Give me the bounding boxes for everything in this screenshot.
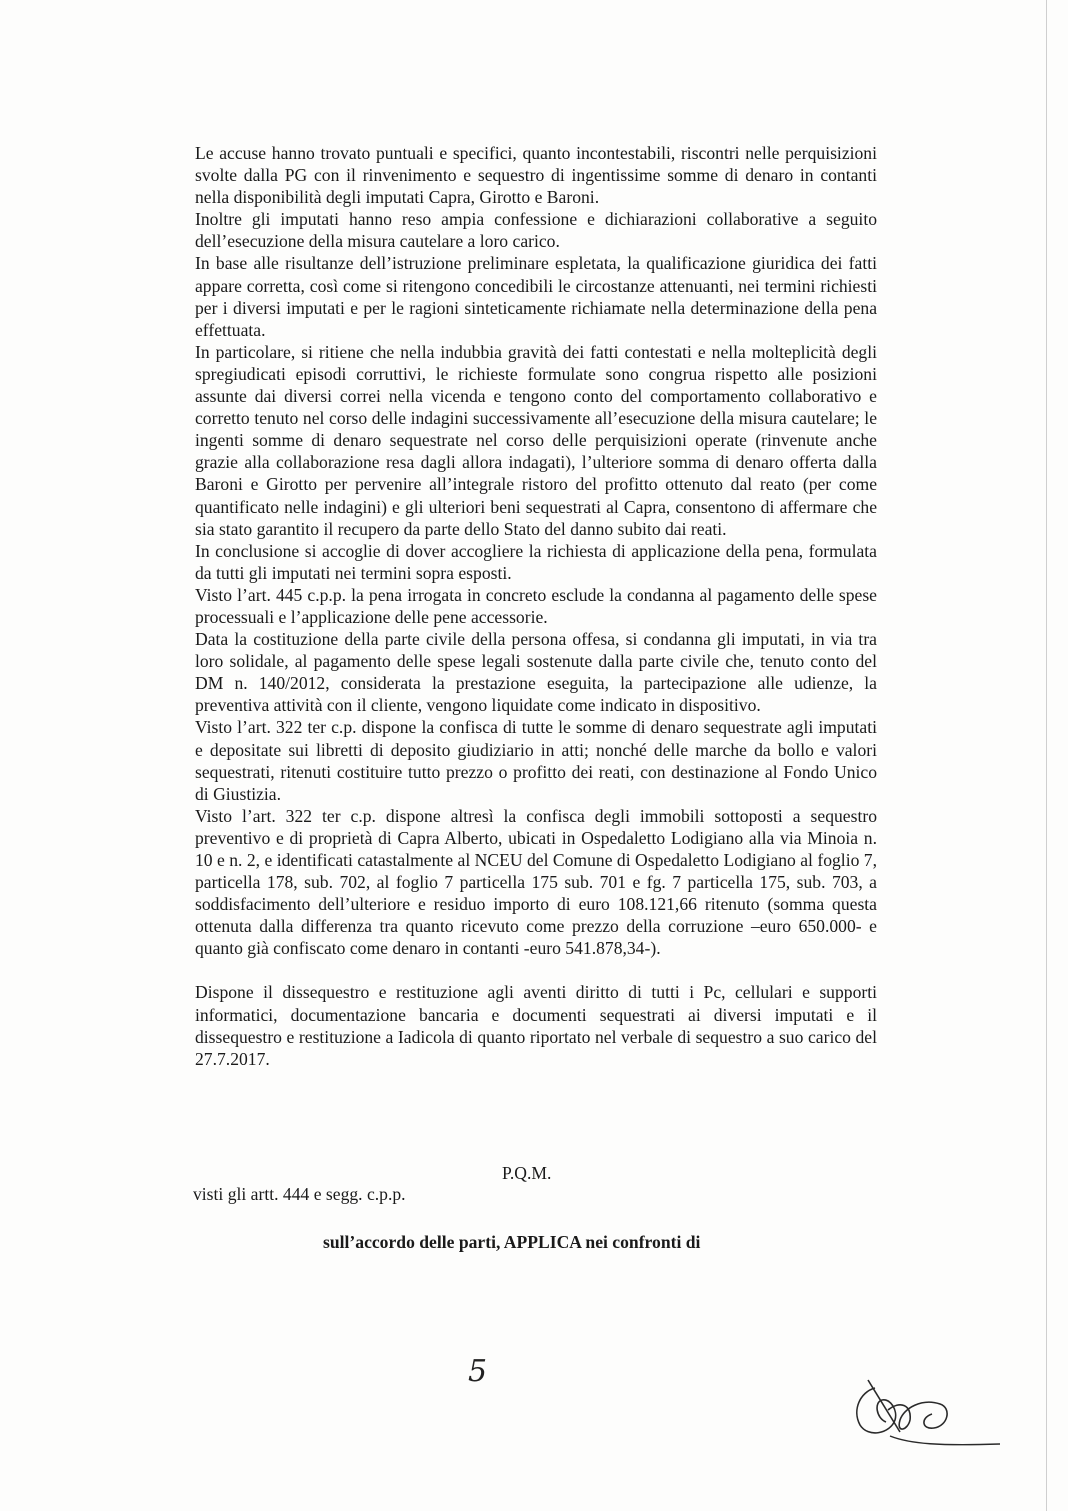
paragraph-conclusione: In conclusione si accoglie di dover accogliere la richiesta di applicazione della pena, formulata da tutti gli imputati nei termini sopra esposti. [195,540,877,583]
visti-line: visti gli artt. 444 e segg. c.p.p. [193,1184,406,1204]
paragraph-dissequestro: Dispone il dissequestro e restituzione agli aventi diritto di tutti i Pc, cellulari e supporti informatici, documentazione bancaria e documenti sequestrati ai diversi imputati e il dissequestro e restituzione a Iadicola di quanto riportato nel verbale di sequestro a suo carico del 27.7.2017. [195,982,877,1069]
signature-icon [840,1370,1010,1460]
paragraph-art-445: Visto l’art. 445 c.p.p. la pena irrogata in concreto esclude la condanna al pagamento delle spese processuali e l’applicazione delle pene accessorie. [195,584,877,627]
pqm-heading: P.Q.M. [502,1163,552,1183]
paragraph-parte-civile: Data la costituzione della parte civile della persona offesa, si condanna gli imputati, in via tra loro solidale, al pagamento delle spese legali sostenute dalla parte civile che, tenuto conto del DM n. 140/2012, considerata la prestazione eseguita, la partecipazione alle udienze, la preventiva attività con il cliente, vengono liquidate come indicato in dispositivo. [195,629,877,716]
page-number: 5 [468,1354,488,1389]
scan-edge-line [1046,0,1047,1511]
paragraph-accuse: Le accuse hanno trovato puntuali e specifici, quanto incontestabili, riscontri nelle perquisizioni svolte dalla PG con il rinvenimento e sequestro di ingentissime somme di denaro in contanti nella disponibilità degli imputati Capra, Girotto e Baroni. [195,143,877,208]
paragraph-confessione: Inoltre gli imputati hanno reso ampia confessione e dichiarazioni collaborative a seguito dell’esecuzione della misura cautelare a loro carico. [195,209,877,252]
paragraph-art-322-confisca: Visto l’art. 322 ter c.p. dispone la confisca di tutte le somme di denaro sequestrate agli imputati e depositate sui libretti di deposito giudiziario in atti; nonché delle marche da bollo e valori sequestrati, ritenuti costituire tutto prezzo o profitto dei reati, con destinazione al Fondo Unico di Giustizia. [195,717,877,804]
body-text [195,142,877,1070]
paragraph-particolare: In particolare, si ritiene che nella indubbia gravità dei fatti contestati e nella molteplicità degli spregiudicati episodi corruttivi, le richieste formulate sono congrua rispetto alle posizioni assunte dai diversi correi nella vicenda e tengono conto del comportamento collaborativo e corretto tenuto nel corso delle indagini successivamente all’esecuzione della misura cautelare; le ingenti somme di denaro sequestrate nel corso delle perquisizioni operate (rinvenute anche grazie alla collaborazione resa dagli allora indagati), l’ulteriore somma di denaro offerta dalla Baroni e Girotto per pervenire all’integrale ristoro del profitto ottenuto dal reato (per come quantificato nelle indagini) e gli ulteriori beni sequestrati al Capra, consentono di affermare che sia stato garantito il recupero da parte dello Stato del danno subito dai reati. [195,341,877,539]
paragraph-qualificazione: In base alle risultanze dell’istruzione preliminare espletata, la qualificazione giuridica dei fatti appare corretta, così come si ritengono concedibili le circostanze attenuanti, nei termini richiesti per i diversi imputati e per le ragioni sinteticamente richiamate nella determinazione della pena effettuata. [195,253,877,340]
paragraph-art-322-immobili: Visto l’art. 322 ter c.p. dispone altresì la confisca degli immobili sottoposti a sequestro preventivo e di proprietà di Capra Alberto, ubicati in Ospedaletto Lodigiano alla via Minoia n. 10 e n. 2, e identificati catastalmente al NCEU del Comune di Ospedaletto Lodigiano al foglio 7, particella 178, sub. 702, al foglio 7 particella 175 sub. 701 e fg. 7 particella 175, sub. 703, a soddisfacimento dell’ulteriore e residuo importo di euro 108.121,66 ritenuto (somma questa ottenuta dalla differenza tra quanto ricevuto come prezzo della corruzione –euro 650.000- e quanto già confiscato come denaro in contanti -euro 541.878,34-). [195,805,877,959]
accordo-heading: sull’accordo delle parti, APPLICA nei confronti di [323,1232,701,1252]
